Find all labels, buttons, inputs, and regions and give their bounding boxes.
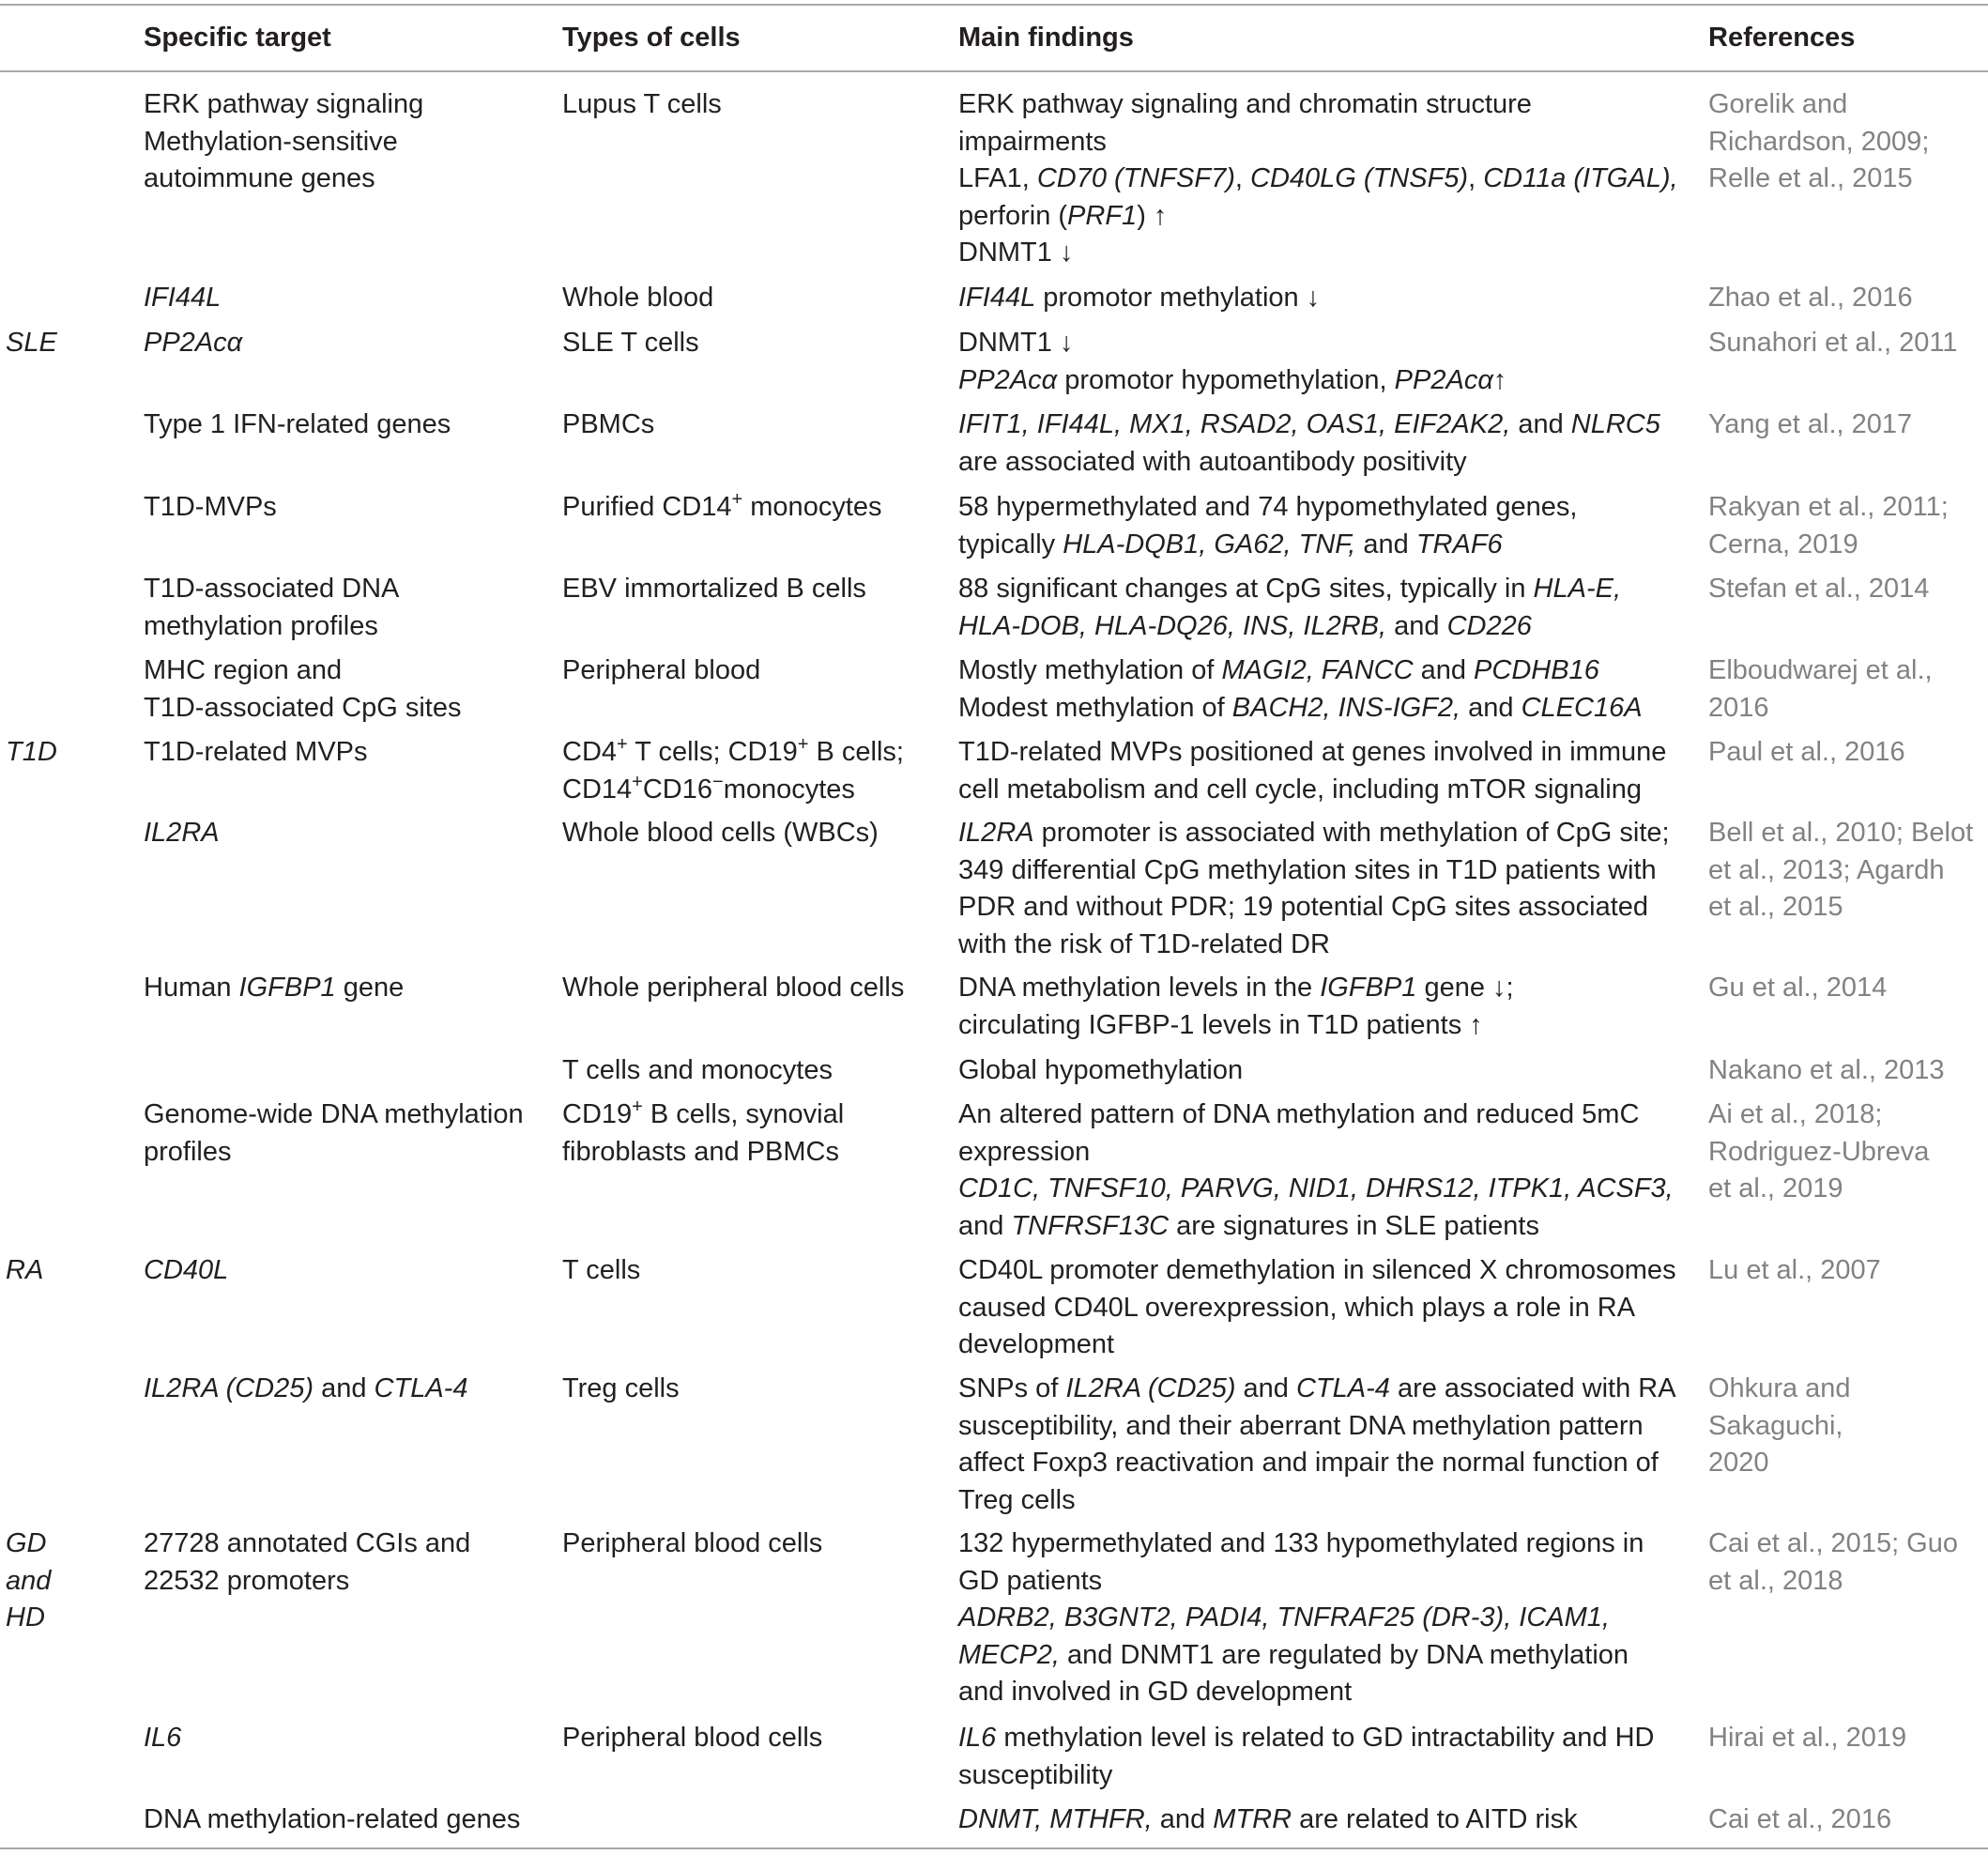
- row-1-findings: IFI44L promotor methylation ↓: [958, 283, 1321, 313]
- row-10-findings: Global hypomethylation: [958, 1055, 1244, 1085]
- row-8-findings: IL2RA promoter is associated with methylation of CpG site; 349 differential CpG methylation sites in T1D patients with PDR and without PDR; 19 potential CpG sites associated with the risk of T1D-related DR: [958, 818, 1670, 959]
- header-main-findings: Main findings: [958, 23, 1134, 53]
- row-4-cells: Purified CD14+ monocytes: [562, 489, 882, 522]
- row-13-references: Ohkura and Sakaguchi, 2020: [1708, 1373, 1851, 1478]
- row-15-target: IL6: [144, 1723, 182, 1753]
- row-1-references: Zhao et al., 2016: [1708, 283, 1913, 313]
- row-7-target: T1D-related MVPs: [144, 737, 368, 767]
- row-12-findings: CD40L promoter demethylation in silenced X chromosomes caused CD40L overexpression, which plays a role in RA development: [958, 1255, 1676, 1359]
- row-3-references: Yang et al., 2017: [1708, 409, 1913, 439]
- row-6-references: Elboudwarej et al., 2016: [1708, 655, 1933, 723]
- row-5-references: Stefan et al., 2014: [1708, 574, 1930, 604]
- row-6-target: MHC region and T1D-associated CpG sites: [144, 655, 462, 723]
- row-13-target: IL2RA (CD25) and CTLA-4: [144, 1373, 468, 1403]
- row-14-references: Cai et al., 2015; Guo et al., 2018: [1708, 1528, 1958, 1596]
- row-11-cells: CD19+ B cells, synovial fibroblasts and PBMCs: [562, 1096, 845, 1167]
- row-14-findings: 132 hypermethylated and 133 hypomethylated regions in GD patients ADRB2, B3GNT2, PADI4, TNFRAF25 (DR-3), ICAM1, MECP2, and DNMT1 are regulated by DNA methylation and involved in GD development: [958, 1528, 1644, 1707]
- row-5-cells: EBV immortalized B cells: [562, 574, 866, 604]
- header-references: References: [1708, 23, 1856, 53]
- row-14-target: 27728 annotated CGIs and 22532 promoters: [144, 1528, 471, 1596]
- top-rule: [0, 4, 1988, 6]
- row-5-findings: 88 significant changes at CpG sites, typically in HLA-E, HLA-DOB, HLA-DQ26, INS, IL2RB, and CD226: [958, 574, 1622, 641]
- row-8-references: Bell et al., 2010; Belot et al., 2013; Agardh et al., 2015: [1708, 818, 1974, 922]
- row-11-references: Ai et al., 2018; Rodriguez-Ubreva et al., 2019: [1708, 1099, 1930, 1203]
- row-3-cells: PBMCs: [562, 409, 655, 439]
- row-13-findings: SNPs of IL2RA (CD25) and CTLA-4 are associated with RA susceptibility, and their aberrant DNA methylation pattern affect Foxp3 reactivation and impair the normal function of Treg cells: [958, 1373, 1676, 1515]
- row-16-findings: DNMT, MTHFR, and MTRR are related to AITD risk: [958, 1804, 1578, 1834]
- row-10-cells: T cells and monocytes: [562, 1055, 833, 1085]
- disease-label-t1d: T1D: [6, 737, 57, 767]
- row-0-target: ERK pathway signaling Methylation-sensitive autoimmune genes: [144, 89, 424, 193]
- row-14-cells: Peripheral blood cells: [562, 1528, 823, 1558]
- row-9-cells: Whole peripheral blood cells: [562, 973, 905, 1003]
- row-13-cells: Treg cells: [562, 1373, 680, 1403]
- row-12-target: CD40L: [144, 1255, 229, 1285]
- disease-label-sle: SLE: [6, 328, 57, 358]
- bottom-rule: [0, 1847, 1988, 1849]
- row-12-references: Lu et al., 2007: [1708, 1255, 1881, 1285]
- row-8-target: IL2RA: [144, 818, 220, 848]
- row-15-findings: IL6 methylation level is related to GD intractability and HD susceptibility: [958, 1723, 1655, 1790]
- row-15-cells: Peripheral blood cells: [562, 1723, 823, 1753]
- row-3-target: Type 1 IFN-related genes: [144, 409, 451, 439]
- row-16-target: DNA methylation-related genes: [144, 1804, 521, 1834]
- row-2-findings: DNMT1 ↓ PP2Acα promotor hypomethylation, PP2Acα↑: [958, 328, 1507, 395]
- row-4-target: T1D-MVPs: [144, 492, 277, 522]
- row-7-cells: CD4+ T cells; CD19+ B cells; CD14+CD16−monocytes: [562, 734, 904, 805]
- row-7-findings: T1D-related MVPs positioned at genes involved in immune cell metabolism and cell cycle, including mTOR signaling: [958, 737, 1667, 805]
- row-6-findings: Mostly methylation of MAGI2, FANCC and PCDHB16 Modest methylation of BACH2, INS-IGF2, and CLEC16A: [958, 655, 1643, 723]
- row-1-target: IFI44L: [144, 283, 222, 313]
- row-0-cells: Lupus T cells: [562, 89, 722, 119]
- row-11-findings: An altered pattern of DNA methylation and reduced 5mC expression CD1C, TNFSF10, PARVG, NID1, DHRS12, ITPK1, ACSF3, and TNFRSF13C are signatures in SLE patients: [958, 1099, 1674, 1241]
- row-2-cells: SLE T cells: [562, 328, 699, 358]
- row-16-references: Cai et al., 2016: [1708, 1804, 1892, 1834]
- row-2-references: Sunahori et al., 2011: [1708, 328, 1958, 358]
- row-12-cells: T cells: [562, 1255, 641, 1285]
- row-0-references: Gorelik and Richardson, 2009; Relle et al., 2015: [1708, 89, 1930, 193]
- row-5-target: T1D-associated DNA methylation profiles: [144, 574, 400, 641]
- row-0-findings: ERK pathway signaling and chromatin structure impairments LFA1, CD70 (TNFSF7), CD40LG (TNSF5), CD11a (ITGAL), perforin (PRF1) ↑ DNMT1 ↓: [958, 89, 1678, 268]
- header-types-of-cells: Types of cells: [562, 23, 741, 53]
- row-1-cells: Whole blood: [562, 283, 714, 313]
- row-11-target: Genome-wide DNA methylation profiles: [144, 1099, 524, 1167]
- header-rule: [0, 70, 1988, 72]
- row-8-cells: Whole blood cells (WBCs): [562, 818, 879, 848]
- disease-label-gd-hd: GD and HD: [6, 1528, 52, 1633]
- row-3-findings: IFIT1, IFI44L, MX1, RSAD2, OAS1, EIF2AK2, and NLRC5 are associated with autoantibody positivity: [958, 409, 1660, 477]
- row-15-references: Hirai et al., 2019: [1708, 1723, 1907, 1753]
- row-10-references: Nakano et al., 2013: [1708, 1055, 1945, 1085]
- header-specific-target: Specific target: [144, 23, 331, 53]
- row-4-references: Rakyan et al., 2011; Cerna, 2019: [1708, 492, 1949, 560]
- row-7-references: Paul et al., 2016: [1708, 737, 1905, 767]
- row-9-references: Gu et al., 2014: [1708, 973, 1888, 1003]
- row-2-target: PP2Acα: [144, 328, 243, 358]
- row-4-findings: 58 hypermethylated and 74 hypomethylated genes, typically HLA-DQB1, GA62, TNF, and TRAF6: [958, 492, 1578, 560]
- row-6-cells: Peripheral blood: [562, 655, 761, 685]
- row-9-findings: DNA methylation levels in the IGFBP1 gene ↓; circulating IGFBP-1 levels in T1D patients ↑: [958, 973, 1514, 1040]
- disease-label-ra: RA: [6, 1255, 44, 1285]
- row-9-target: Human IGFBP1 gene: [144, 973, 405, 1003]
